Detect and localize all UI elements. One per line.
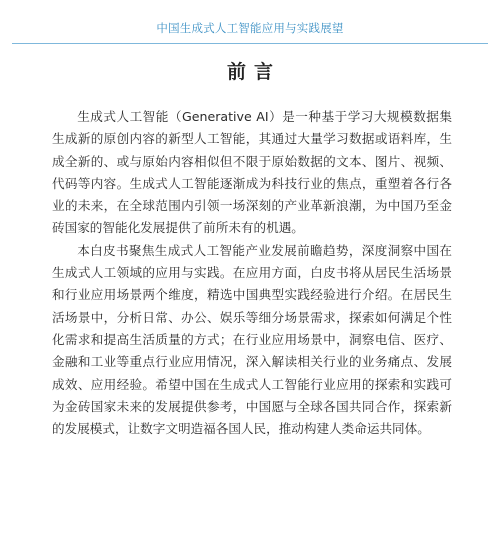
header-divider: [12, 43, 488, 44]
page-title: 前言: [226, 61, 281, 83]
running-header: [0, 0, 500, 44]
paragraph-whitepaper-focus: 本白皮书聚焦生成式人工智能产业发展前瞻趋势，深度洞察中国在生成式人工领域的应用与实践。在应用方面，白皮书将从居民生活场景和行业应用场景两个维度，精选中国典型实践经验进行介绍。在居民生活场景中，分析日常、办公、娱乐等细分场景需求，探索如何满足个性化需求和提高生活质量的方式；在行业应用场景中，洞察电信、医疗、金融和工业等重点行业应用情况，深入解读相关行业的业务痛点、发展成效、应用经验。希望中国在生成式人工智能行业应用的探索和实践可为金砖国家未来的发展提供参考，中国愿与全球各国共同合作，探索新的发展模式，让数字文明造福各国人民，推动构建人类命运共同体。: [52, 242, 452, 437]
body-text: [52, 106, 452, 440]
paragraph-intro: 生成式人工智能（Generative AI）是一种基于学习大规模数据集生成新的原创内容的新型人工智能，其通过大量学习数据或语料库，生成全新的、或与原始内容相似但不限于原始数据的文本、图片、视频、代码等内容。生成式人工智能逐渐成为科技行业的焦点，重塑着各行各业的未来，在全球范围内引领一场深刻的产业革新浪潮，为中国乃至金砖国家的智能化发展提供了前所未有的机遇。: [52, 109, 452, 236]
running-header-title: 中国生成式人工智能应用与实践展望: [156, 21, 344, 35]
